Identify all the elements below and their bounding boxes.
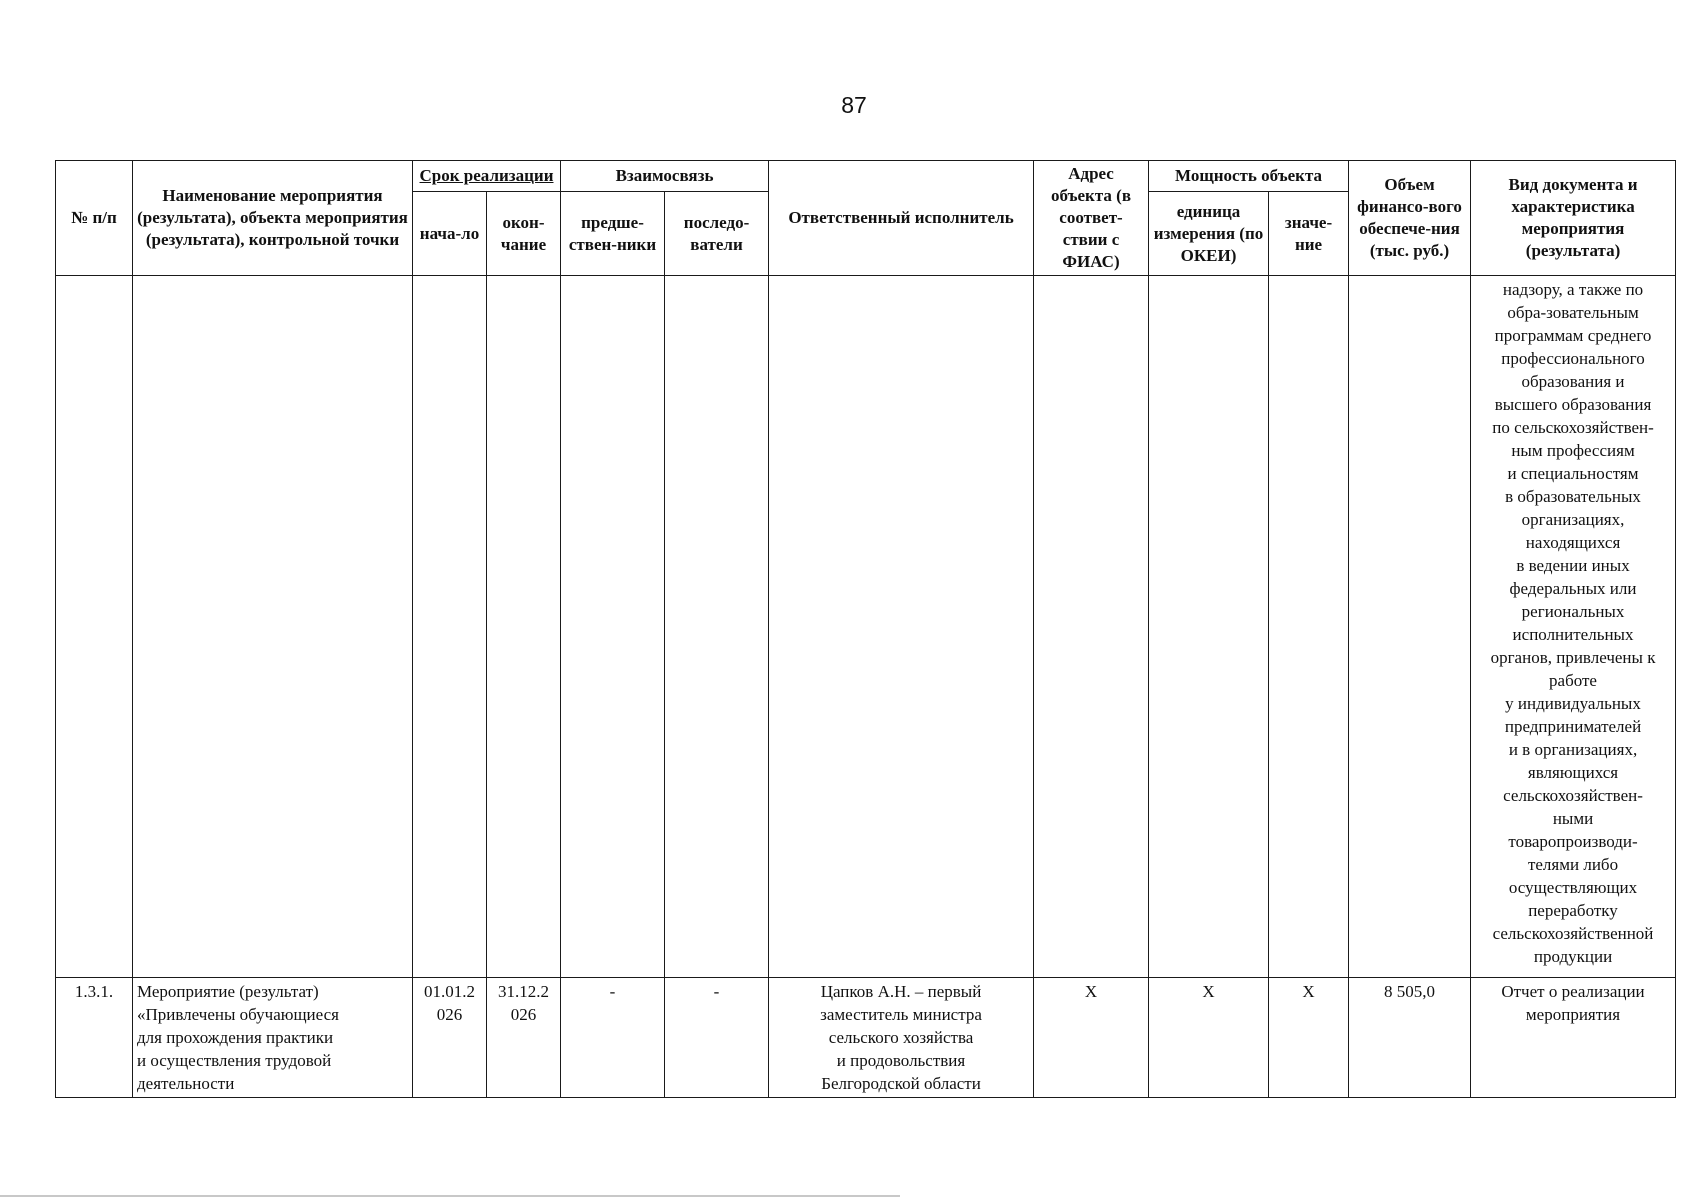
page-number: 87 — [841, 92, 867, 118]
row-capacity-unit: Х — [1149, 978, 1269, 1098]
header-link-succ: последо-ватели — [665, 192, 769, 276]
row-finance: 8 505,0 — [1349, 978, 1471, 1098]
activity-plan-table — [55, 160, 1676, 1098]
cell-empty — [665, 276, 769, 978]
continued-text-line: исполнительных — [1512, 625, 1634, 644]
continued-text-line: ными — [1552, 809, 1594, 828]
header-capacity-value: значе-ние — [1269, 192, 1349, 276]
continued-text-line: находящихся — [1525, 533, 1621, 552]
header-finance: Объем финансо-вого обеспече-ния (тыс. руб.) — [1349, 161, 1471, 276]
cell-empty — [561, 276, 665, 978]
text-line: 026 — [436, 1005, 463, 1024]
continued-text-line: продукции — [1533, 947, 1613, 966]
continued-text-line: высшего образования — [1494, 395, 1652, 414]
text-line: сельского хозяйства — [828, 1028, 974, 1047]
continued-text-line: товаропроизводи- — [1508, 832, 1638, 851]
text-line: Белгородской области — [821, 1074, 981, 1093]
row-address: Х — [1034, 978, 1149, 1098]
continued-text-line: надзору, а также по — [1502, 280, 1644, 299]
continued-text-line: организациях, — [1521, 510, 1625, 529]
header-link: Взаимосвязь — [561, 161, 769, 192]
text-line: Мероприятие (результат) — [137, 982, 319, 1001]
text-line: заместитель министра — [820, 1005, 982, 1024]
row-capacity-value: Х — [1269, 978, 1349, 1098]
continued-text-line: у индивидуальных — [1505, 694, 1641, 713]
row-predecessors: - — [561, 978, 665, 1098]
continuation-row — [56, 276, 1676, 978]
continued-text-line: в ведении иных — [1516, 556, 1630, 575]
continued-text-line: осуществляющих — [1508, 878, 1638, 897]
header-capacity-unit: единица измерения (по ОКЕИ) — [1149, 192, 1269, 276]
row-end-date — [487, 978, 561, 1098]
continued-text-line: являющихся — [1527, 763, 1619, 782]
header-term-start: нача-ло — [413, 192, 487, 276]
text-line: 026 — [510, 1005, 537, 1024]
continued-text-line: переработку — [1528, 901, 1618, 920]
text-line: «Привлечены обучающиеся — [137, 1005, 339, 1024]
continued-doc-description — [1471, 276, 1676, 978]
row-successors: - — [665, 978, 769, 1098]
scan-artifact-line — [0, 1195, 900, 1197]
continued-text-line: предпринимателей — [1504, 717, 1642, 736]
text-line: 01.01.2 — [424, 982, 475, 1001]
cell-empty — [1149, 276, 1269, 978]
text-line: 31.12.2 — [498, 982, 549, 1001]
continued-text-line: по сельскохозяйствен- — [1492, 418, 1654, 437]
header-responsible: Ответственный исполнитель — [769, 161, 1034, 276]
continued-text-line: региональных — [1521, 602, 1625, 621]
continued-text-line: федеральных или — [1509, 579, 1637, 598]
cell-empty — [413, 276, 487, 978]
header-num: № п/п — [56, 161, 133, 276]
text-line: мероприятия — [1525, 1005, 1621, 1024]
text-line: Отчет о реализации — [1501, 982, 1645, 1001]
continued-text-line: и в организациях, — [1508, 740, 1638, 759]
row-name — [133, 978, 413, 1098]
continued-text-line: ным профессиям — [1511, 441, 1635, 460]
cell-empty — [1034, 276, 1149, 978]
continued-text-line: работе — [1549, 671, 1597, 690]
continued-text-line: органов, привлечены к — [1490, 648, 1656, 667]
continued-text-line: профессионального — [1501, 349, 1645, 368]
row-responsible — [769, 978, 1034, 1098]
continued-text-line: сельскохозяйственной — [1492, 924, 1654, 943]
cell-empty — [487, 276, 561, 978]
header-term: Срок реализации — [413, 161, 561, 192]
cell-empty — [1269, 276, 1349, 978]
continued-text-line: образования и — [1521, 372, 1625, 391]
header-capacity: Мощность объекта — [1149, 161, 1349, 192]
header-doc: Вид документа и характеристика мероприятия (результата) — [1471, 161, 1676, 276]
header-address: Адрес объекта (в соответ-ствии с ФИАС) — [1034, 161, 1149, 276]
continued-text-line: в образовательных — [1505, 487, 1641, 506]
continued-text-line: сельскохозяйствен- — [1503, 786, 1643, 805]
header-term-end: окон-чание — [487, 192, 561, 276]
continued-text-line: обра-зовательным — [1507, 303, 1639, 322]
header-name: Наименование мероприятия (результата), объекта мероприятия (результата), контрольной точки — [133, 161, 413, 276]
text-line: деятельности — [137, 1074, 235, 1093]
cell-empty — [769, 276, 1034, 978]
text-line: для прохождения практики — [137, 1028, 334, 1047]
text-line: и продовольствия — [836, 1051, 966, 1070]
continued-text-line: телями либо — [1527, 855, 1619, 874]
header-row-1 — [56, 161, 1676, 192]
header-link-pred: предше-ствен-ники — [561, 192, 665, 276]
row-num: 1.3.1. — [56, 978, 133, 1098]
table-row — [56, 978, 1676, 1098]
continued-text-line: и специальностям — [1507, 464, 1639, 483]
cell-empty — [56, 276, 133, 978]
row-doc — [1471, 978, 1676, 1098]
cell-empty — [133, 276, 413, 978]
continued-text-line: программам среднего — [1494, 326, 1652, 345]
text-line: и осуществления трудовой — [137, 1051, 332, 1070]
row-start-date — [413, 978, 487, 1098]
text-line: Цапков А.Н. – первый — [820, 982, 982, 1001]
cell-empty — [1349, 276, 1471, 978]
